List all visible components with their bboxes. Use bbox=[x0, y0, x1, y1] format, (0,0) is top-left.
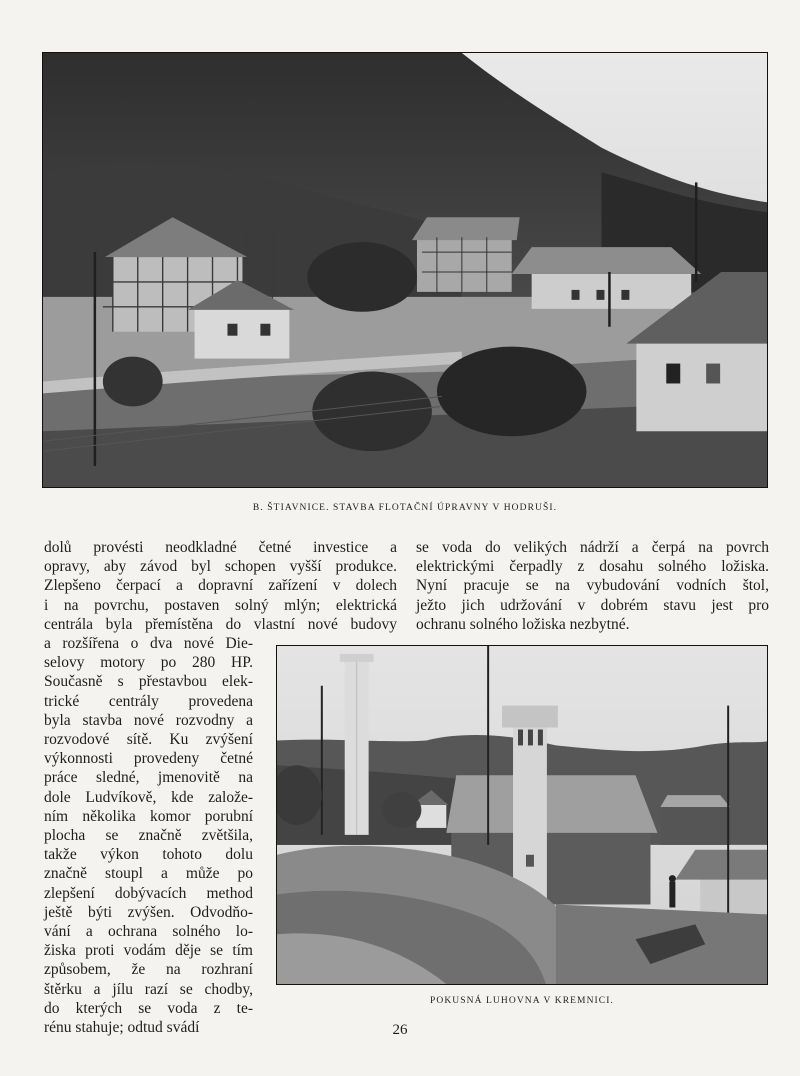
text-line: práce sledné, jmenovitě na bbox=[44, 769, 253, 787]
text-line: Současně s přestavbou elek- bbox=[44, 673, 253, 691]
text-line: zlepšení dobývacích method bbox=[44, 884, 253, 902]
text-line: do kterých se voda z te- bbox=[44, 999, 253, 1017]
text-line: centrála byla přemístěna do vlastní nové budovy bbox=[44, 615, 397, 633]
text-line: rozvodové sítě. Ku zvýšení bbox=[44, 731, 253, 749]
text-line: dolů provésti neodkladné četné investice a bbox=[44, 539, 397, 556]
text-line: opravy, aby závod byl schopen vyšší produkce. bbox=[44, 558, 397, 576]
text-line: elektrickými čerpadly z dosahu solného ložiska. bbox=[416, 558, 769, 576]
text-line: výkonnosti provedeny četné bbox=[44, 750, 253, 768]
photo-leaching-plant-kremnica bbox=[276, 645, 768, 985]
photo-flotation-plant-image bbox=[43, 53, 767, 487]
text-line: dole Ludvíkově, kde založe- bbox=[44, 788, 253, 806]
text-line: plocha se značně zvětšila, bbox=[44, 827, 253, 845]
text-line: byla stavba nové rozvodny a bbox=[44, 711, 253, 729]
text-line: značně stoupl a může po bbox=[44, 865, 253, 883]
text-line: vání a ochrana solného lo- bbox=[44, 923, 253, 941]
right-column-text bbox=[416, 538, 769, 634]
text-line: ježto jich udržování v dobrém stavu jest pro bbox=[416, 596, 769, 614]
text-line: i na povrchu, postaven solný mlýn; elektrická bbox=[44, 596, 397, 614]
photo-caption-top: B. ŠTIAVNICE. STAVBA FLOTAČNÍ ÚPRAVNY V HODRUŠI. bbox=[252, 503, 558, 513]
text-line: ochranu solného ložiska nezbytné. bbox=[416, 615, 630, 633]
photo-leaching-plant-image bbox=[277, 646, 767, 984]
photo-caption-bottom: POKUSNÁ LUHOVNA V KREMNICI. bbox=[429, 996, 614, 1006]
left-column-narrow-text bbox=[44, 634, 253, 1037]
text-line: Zlepšeno čerpací a dopravní zařízení v dolech bbox=[44, 577, 397, 595]
text-line: způsobem, že na rozhraní bbox=[44, 961, 253, 979]
left-column-top-text bbox=[44, 538, 397, 634]
page-number: 26 bbox=[392, 1022, 408, 1038]
text-line: a rozšířena o dva nové Die- bbox=[44, 635, 253, 652]
text-line: selovy motory po 280 HP. bbox=[44, 654, 253, 672]
text-line: rénu stahuje; odtud svádí bbox=[44, 1019, 200, 1037]
text-line: štěrku a jílu razí se chodby, bbox=[44, 980, 253, 998]
text-line: ještě býti zvýšen. Odvodňo- bbox=[44, 903, 253, 921]
text-line: se voda do velikých nádrží a čerpá na povrch bbox=[416, 539, 769, 556]
text-line: Nyní pracuje se na vybudování vodních štol, bbox=[416, 577, 769, 595]
text-line: ním několika komor porubní bbox=[44, 807, 253, 825]
text-line: žiska proti vodám děje se tím bbox=[44, 942, 253, 960]
photo-flotation-plant-hodrusa bbox=[42, 52, 768, 488]
text-line: takže výkon tohoto dolu bbox=[44, 846, 253, 864]
text-line: trické centrály provedena bbox=[44, 692, 253, 710]
